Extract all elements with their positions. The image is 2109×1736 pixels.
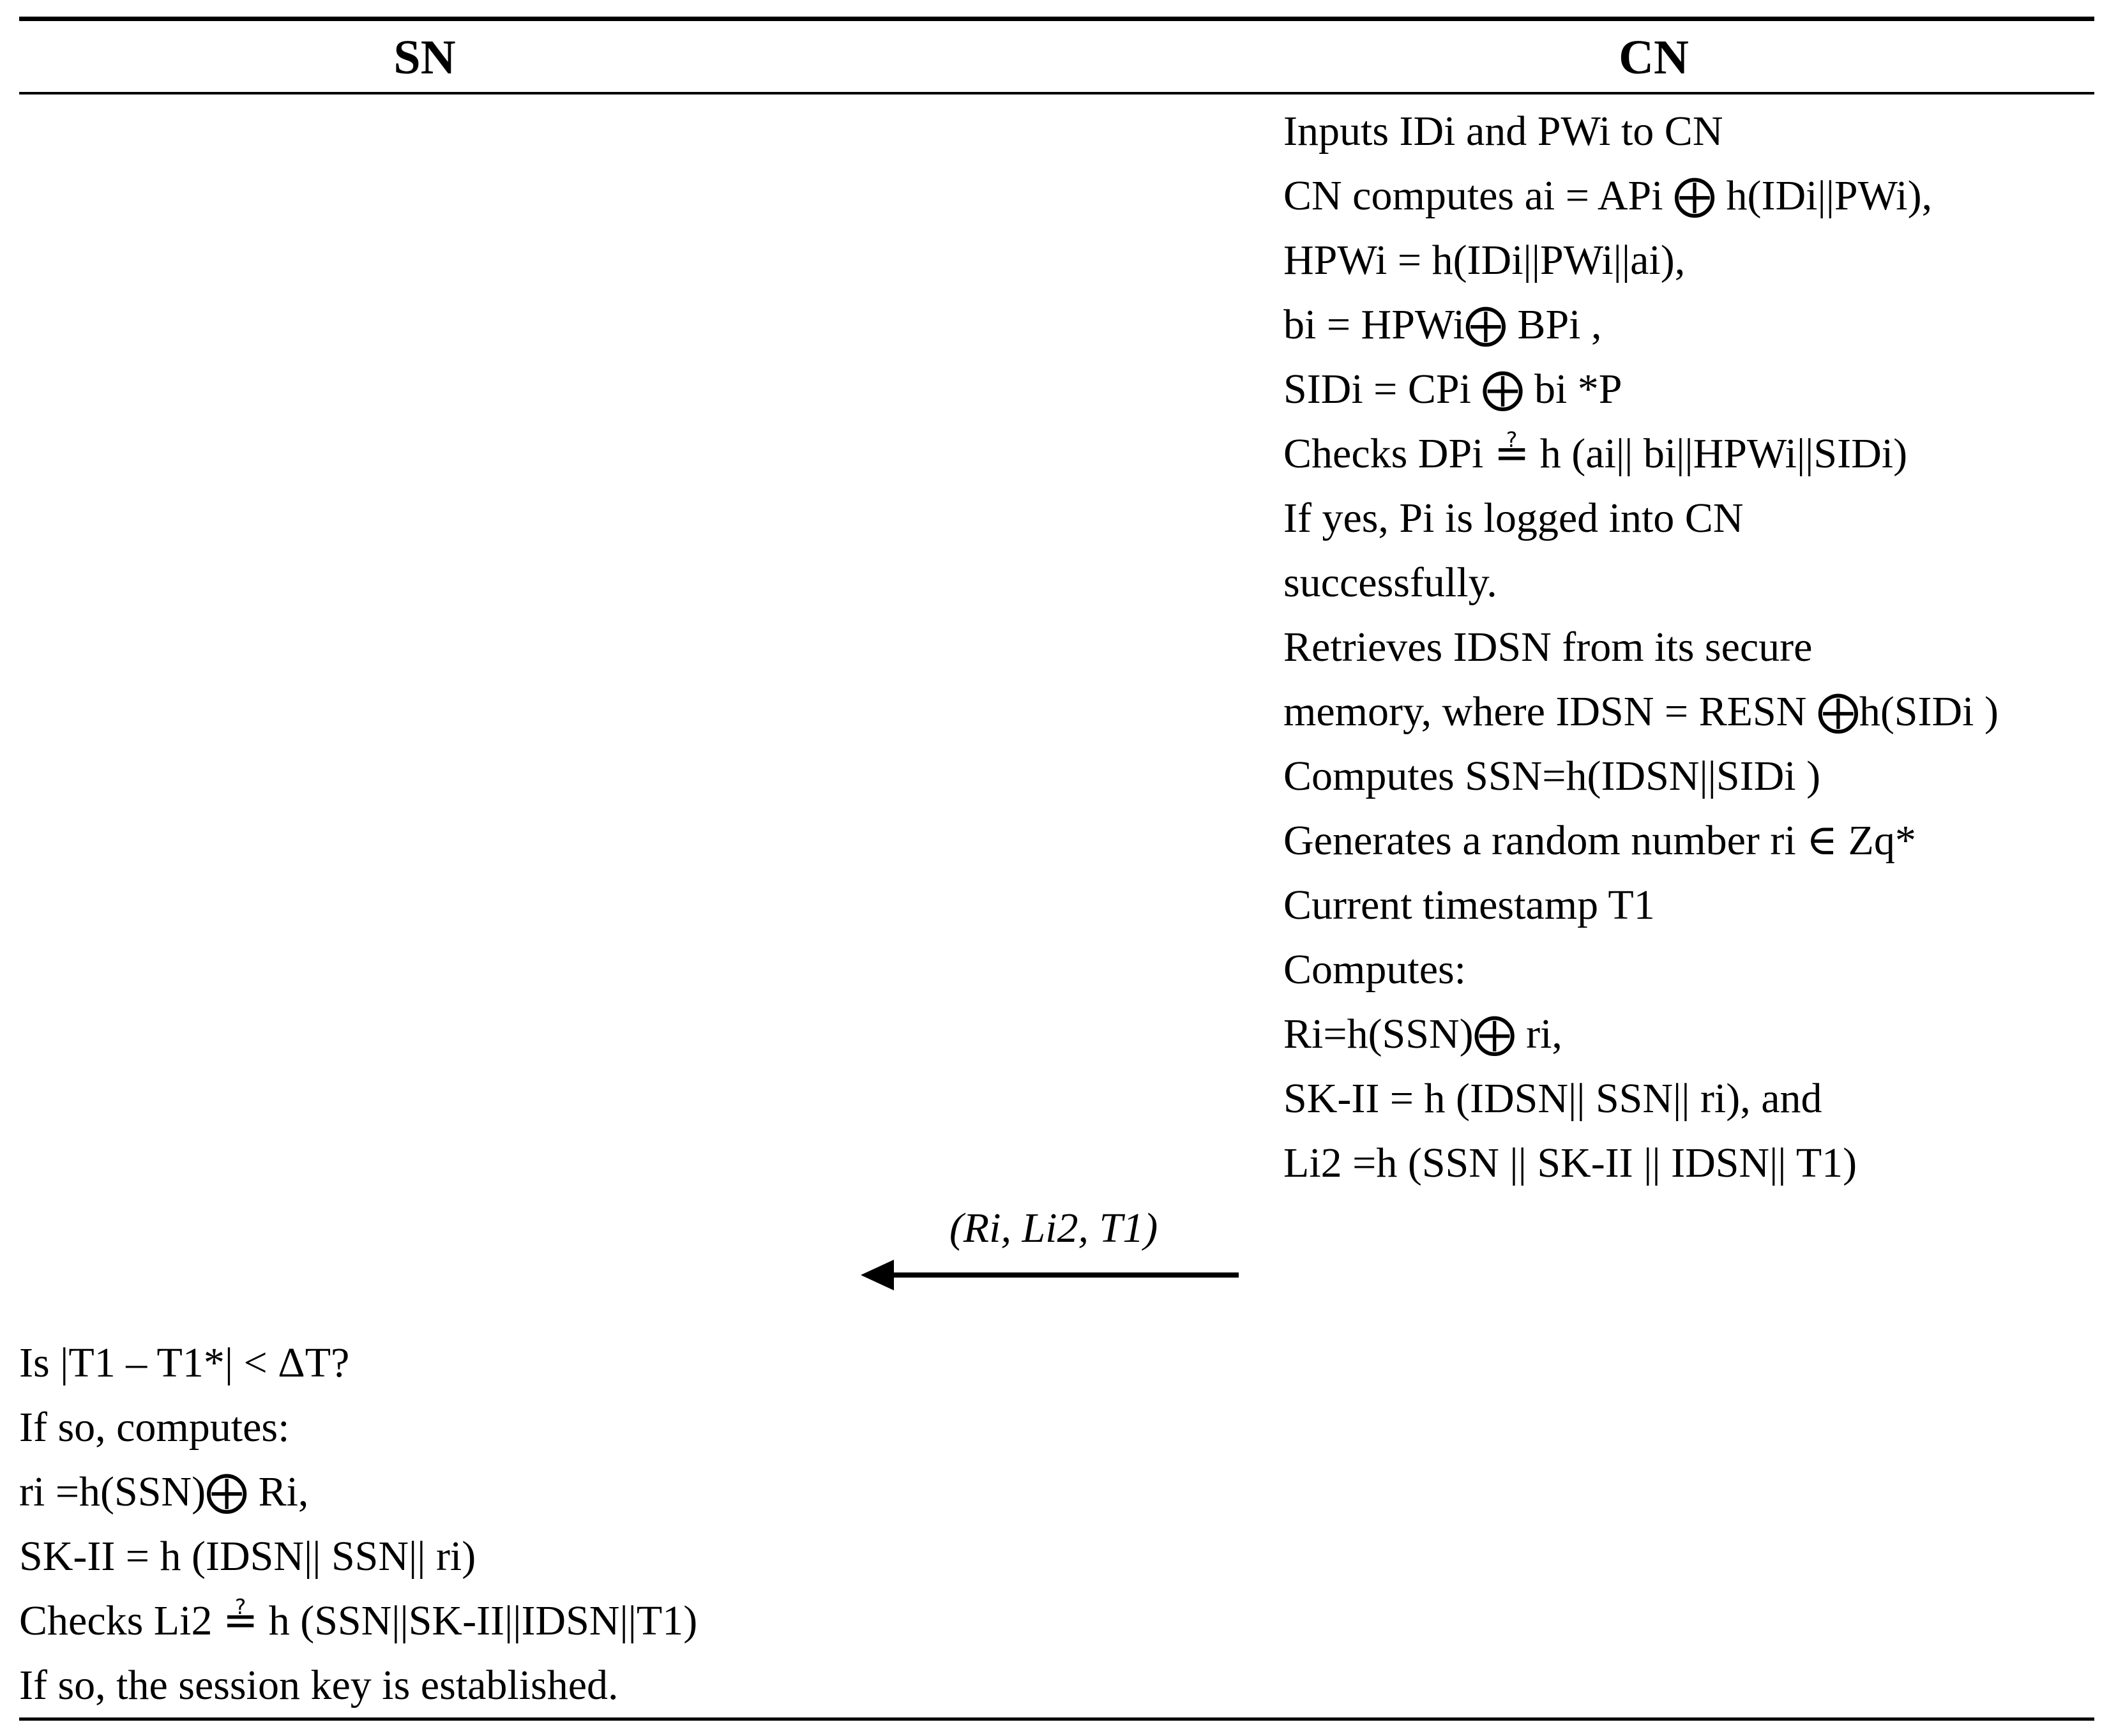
- sn-step: If so, the session key is established.: [19, 1662, 619, 1709]
- table-top-rule: [19, 17, 2094, 21]
- cn-step: successfully.: [1283, 559, 1497, 606]
- cn-step: Current timestamp T1: [1283, 882, 1655, 928]
- sn-column-header: SN: [393, 31, 456, 84]
- cn-step: SIDi = CPi ⨁ bi *P: [1283, 366, 1622, 412]
- sn-step: Is |T1 – T1*| < ΔT?: [19, 1340, 350, 1386]
- header-rule: [19, 92, 2094, 94]
- cn-step: Computes:: [1283, 946, 1467, 993]
- sn-steps: [19, 1331, 697, 1717]
- cn-step: Generates a random number ri ∈ Zq*: [1283, 817, 1916, 864]
- cn-step: Checks DPi ≟ h (ai|| bi||HPWi||SIDi): [1283, 430, 1908, 477]
- cn-step: Retrieves IDSN from its secure: [1283, 624, 1813, 670]
- message-label: (Ri, Li2, T1): [949, 1205, 1158, 1251]
- cn-steps: [1283, 99, 1999, 1195]
- cn-step: bi = HPWi⨁ BPi ,: [1283, 301, 1602, 348]
- cn-step: Li2 =h (SSN || SK-II || IDSN|| T1): [1283, 1140, 1857, 1186]
- cn-step: SK-II = h (IDSN|| SSN|| ri), and: [1283, 1075, 1822, 1122]
- table-bottom-rule: [19, 1717, 2094, 1721]
- cn-step: memory, where IDSN = RESN ⨁h(SIDi ): [1283, 688, 1999, 735]
- cn-step: Computes SSN=h(IDSN||SIDi ): [1283, 753, 1821, 799]
- sn-step: ri =h(SSN)⨁ Ri,: [19, 1468, 309, 1515]
- sn-step: Checks Li2 ≟ h (SSN||SK-II||IDSN||T1): [19, 1597, 698, 1644]
- cn-step: Inputs IDi and PWi to CN: [1283, 108, 1723, 155]
- cn-column-header: CN: [1619, 31, 1689, 84]
- sn-step: SK-II = h (IDSN|| SSN|| ri): [19, 1533, 476, 1580]
- sn-step: If so, computes:: [19, 1404, 290, 1451]
- cn-step: CN computes ai = APi ⨁ h(IDi||PWi),: [1283, 172, 1933, 219]
- message-arrow-icon: [861, 1252, 1239, 1298]
- cn-step: If yes, Pi is logged into CN: [1283, 495, 1744, 541]
- cn-step: Ri=h(SSN)⨁ ri,: [1283, 1011, 1562, 1057]
- cn-step: HPWi = h(IDi||PWi||ai),: [1283, 237, 1686, 283]
